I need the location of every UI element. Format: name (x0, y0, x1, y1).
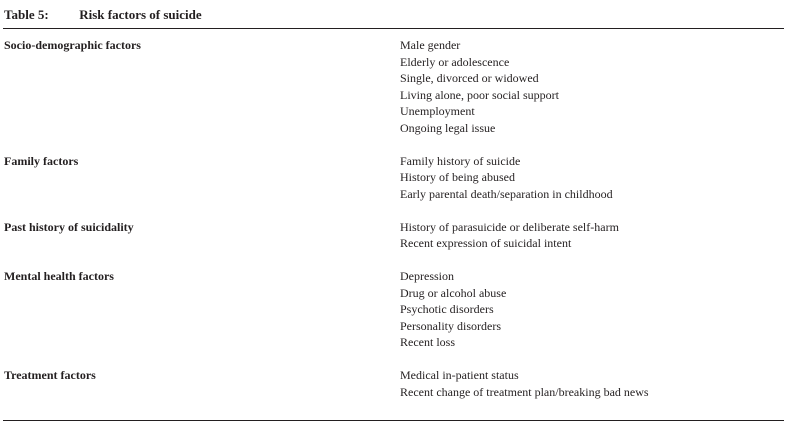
table-row (0, 367, 790, 417)
bottom-rule (3, 420, 784, 421)
row-category: Past history of suicidality (4, 219, 134, 234)
factor-item: Family history of suicide (400, 153, 521, 168)
factor-item: Psychotic disorders (400, 302, 494, 316)
factor-item: Personality disorders (400, 318, 501, 333)
table-title: Risk factors of suicide (79, 7, 202, 22)
factor-list (400, 367, 649, 400)
table-row (0, 219, 790, 269)
row-category: Socio-demographic factors (4, 38, 141, 52)
factor-item: Early parental death/separation in childhood (400, 186, 613, 201)
factor-item: Male gender (400, 38, 461, 52)
row-category: Mental health factors (4, 269, 114, 283)
factor-item: History of being abused (400, 170, 515, 184)
factor-item: Single, divorced or widowed (400, 71, 539, 85)
table-row (0, 268, 790, 367)
factor-list (400, 268, 506, 351)
top-rule (3, 28, 784, 29)
factor-item: Medical in-patient status (400, 368, 519, 382)
factor-item: Drug or alcohol abuse (400, 285, 507, 300)
row-category: Treatment factors (4, 368, 96, 382)
table-row (0, 37, 790, 153)
factor-item: Unemployment (400, 104, 475, 118)
factor-item: Ongoing legal issue (400, 120, 496, 135)
factor-item: Recent expression of suicidal intent (400, 236, 572, 250)
factor-list (400, 153, 613, 203)
factor-item: Recent change of treatment plan/breaking bad news (400, 384, 649, 399)
factor-item: Elderly or adolescence (400, 54, 510, 69)
factor-item: Living alone, poor social support (400, 87, 559, 102)
row-category: Family factors (4, 153, 79, 168)
table-body (0, 37, 790, 417)
table-row (0, 153, 790, 219)
factor-item: Depression (400, 269, 454, 283)
factor-item: Recent loss (400, 335, 455, 349)
factor-list (400, 219, 619, 252)
table-caption (4, 7, 202, 23)
factor-item: History of parasuicide or deliberate self-harm (400, 219, 619, 234)
factor-list (400, 37, 559, 136)
table-label: Table 5: (4, 7, 49, 22)
